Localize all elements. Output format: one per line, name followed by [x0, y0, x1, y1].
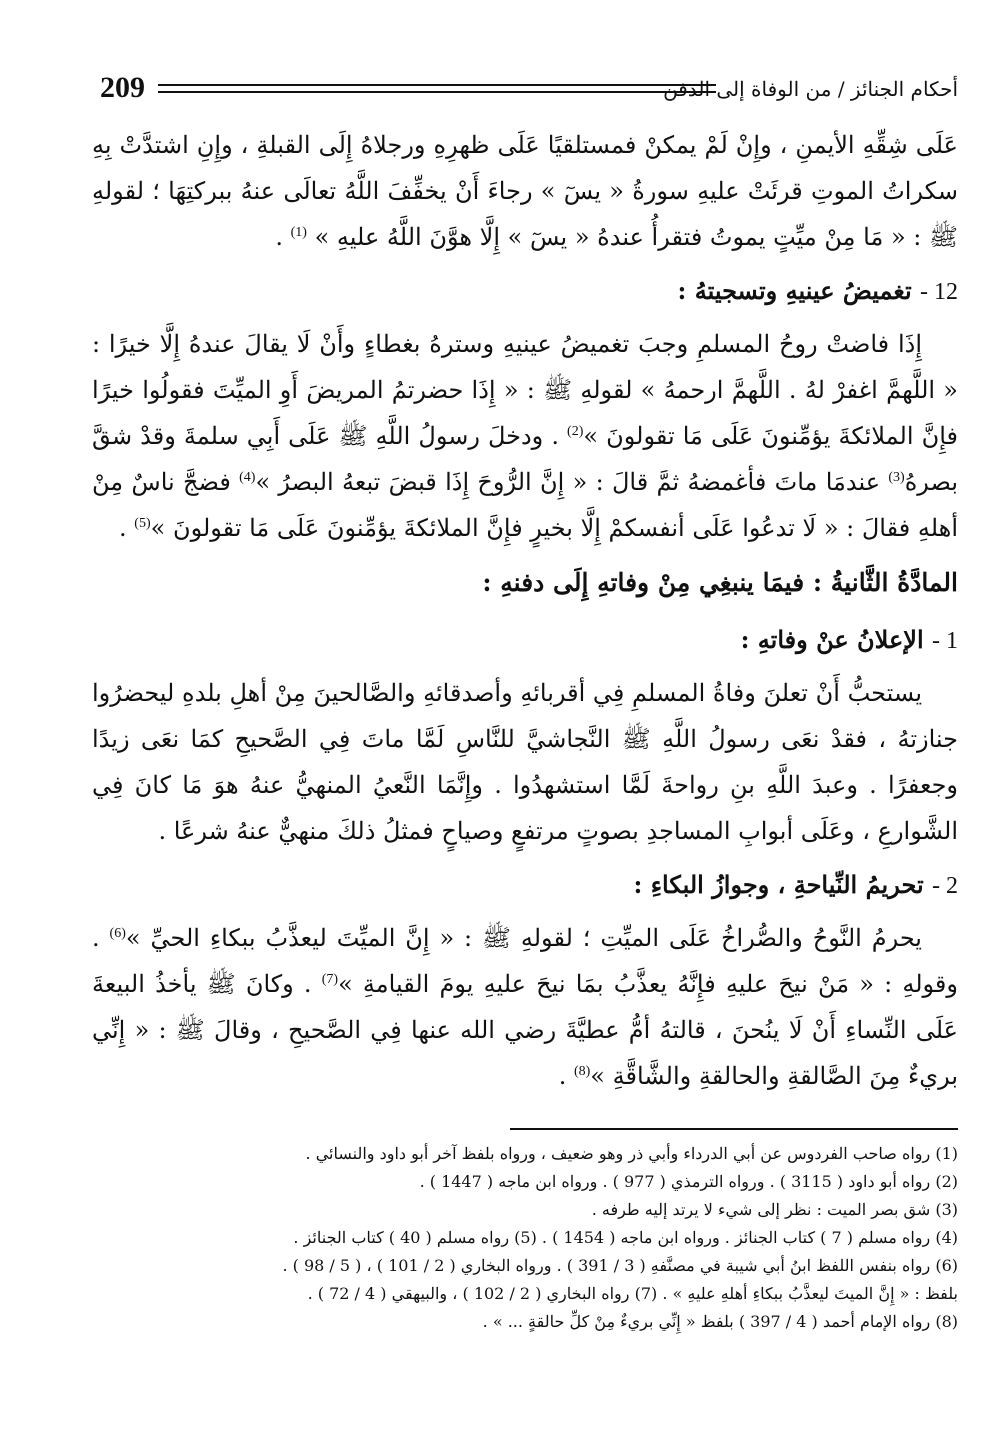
text-line: سكراتُ الموتِ قرئَتْ عليهِ سورةُ « يسٓ » رجاءَ أَنْ يخفِّفَ اللَّهُ تعالَى عنهُ ببركتِهَا ؛ لقولهِ ﷺ : — [92, 177, 958, 251]
text-line: يحرمُ النَّوحُ والصُّراخُ عَلَى الميِّتِ ؛ لقولهِ ﷺ : « إِنَّ الميِّتَ ليعذَّبُ ببكاءِ الحيِّ » — [125, 924, 922, 952]
text-line: « اللَّهمَّ اغفرْ لهُ . اللَّهمَّ ارحمهُ » لقولهِ ﷺ : « إِذَا حضرتمُ المريضَ أَوِ الميِّتَ فقولُوا خيرًا فإِنَّ — [92, 376, 958, 450]
text-line: عَلَى شِقِّهِ الأيمنِ ، وإِنْ لَمْ يمكنْ فمستلقيًا عَلَى ظهرِهِ ورجلاهُ إِلَى القبلةِ ، وإِنِ اشتدَّتْ بِهِ — [92, 131, 958, 159]
heading-number: 1 - — [932, 628, 958, 654]
text-line: . وكانَ ﷺ يأخذُ البيعةَ عَلَى النِّساءِ أَنْ لَا ينُحنَ ، قالتهُ أمُّ عطيَّةَ رضي الله عنها فِي الصَّحيحِ ، وقالَ ﷺ : « إِنِّي بريءٌ مِنَ الصَّالقةِ والحالقةِ والشَّاقَّةِ » — [92, 970, 958, 1090]
heading-number: 2 - — [932, 873, 958, 899]
footnote: (3) شق بصر الميت : نظر إلى شيء لا يرتد إليه طرفه . — [591, 1200, 958, 1219]
footnote-ref: (3) — [888, 470, 905, 485]
footnote: (1) رواه صاحب الفردوس عن أبي الدرداء وأبي ذر وهو ضعيف ، ورواه بلفظ آخر أبو داود والنسائي . — [305, 1144, 958, 1163]
page-body — [92, 122, 958, 1099]
heading-announcement — [92, 615, 958, 666]
text-line: . ودخلَ رسولُ اللَّهِ ﷺ عَلَى أَبِي سلمةَ وقدْ شقَّ بصرهُ — [92, 422, 958, 496]
heading-text: الإعلانُ عنْ وفاتهِ : — [740, 625, 932, 654]
footnote-divider — [510, 1128, 958, 1130]
footnote-ref: (6) — [109, 926, 126, 941]
running-title: أحكام الجنائز / من الوفاة إلى الدفن — [663, 77, 958, 101]
text-line: « مَا مِنْ ميِّتٍ يموتُ فتقرأُ عندهُ « يسٓ » إِلَّا هوَّنَ اللَّهُ عليهِ » — [314, 223, 906, 251]
text-line: « لَا تدعُوا عَلَى أنفسكمْ إِلَّا بخيرٍ فإِنَّ الملائكةَ يؤمِّنونَ عَلَى مَا تقولونَ » — [150, 514, 839, 542]
footnote-ref: (7) — [321, 972, 339, 987]
footnote: بلفظ : « إِنَّ الميتَ ليعذَّبُ ببكاءِ أهلهِ عليهِ » . (7) رواه البخاري ( 2 / 102 ) ، والبيهقي ( 4 / 72 ) . — [307, 1284, 958, 1303]
text-line: إِذَا فاضتْ روحُ المسلمِ وجبَ تغميضُ عينيهِ وسترهُ بغطاءٍ وأَنْ لَا يقالَ عندهُ إِلَّا خيرًا : — [92, 330, 922, 358]
heading-closing-eyes — [92, 266, 958, 317]
heading-text: تحريمُ النِّياحةِ ، وجوازُ البكاءِ : — [633, 870, 932, 899]
paragraph-intro — [92, 122, 958, 260]
page-header — [100, 68, 958, 114]
paragraph-wailing — [92, 915, 958, 1099]
footnote-ref: (2) — [567, 424, 584, 439]
heading-wailing — [92, 860, 958, 911]
text-tail: . — [275, 223, 291, 251]
header-double-rule — [158, 84, 716, 93]
footnotes — [92, 1140, 958, 1336]
footnote: (8) رواه الإمام أحمد ( 4 / 397 ) بلفظ « إِنِّي بريءٌ مِنْ كلِّ حالقةٍ ... » . — [482, 1312, 958, 1331]
footnote-ref: (5) — [134, 516, 151, 531]
footnote-ref: (8) — [573, 1064, 591, 1079]
text-line: . وقولهِ : « مَنْ نيحَ عليهِ فإِنَّهُ يعذَّبُ بمَا نيحَ عليهِ يومَ القيامةِ » — [92, 924, 958, 998]
text-tail: . — [119, 514, 135, 542]
text-tail: . — [558, 1062, 574, 1090]
paragraph-closing-eyes — [92, 321, 958, 551]
footnote: (2) رواه أبو داود ( 3115 ) . ورواه الترمذي ( 977 ) . ورواه ابن ماجه ( 1447 ) . — [419, 1172, 958, 1191]
text-line: الملائكةَ يؤمِّنونَ عَلَى مَا تقولونَ » — [583, 422, 914, 450]
footnote: (6) رواه بنفس اللفظ ابنُ أبي شيبة في مصنَّفهِ ( 3 / 391 ) . ورواه البخاري ( 2 / 101 ) ، ( 5 / 98 ) . — [282, 1256, 958, 1275]
paragraph-announcement: يستحبُّ أَنْ تعلنَ وفاةُ المسلمِ فِي أقربائهِ وأصدقائهِ والصَّالحينَ مِنْ أهلِ بلدهِ ليحضرُوا جنازتهُ ، فقدْ نعَى رسولُ اللَّهِ ﷺ النَّجاشيَّ للنَّاسِ لَمَّا ماتَ فِي الصَّحيحِ كمَا نعَى زيدًا وجعفرًا . وعبدَ اللَّهِ بنِ رواحةَ لَمَّا استشهدُوا . وإِنَّمَا النَّعيُ المنهيُّ عنهُ هوَ مَا كانَ فِي الشَّوارعِ ، وعَلَى أبوابِ المساجدِ بصوتٍ مرتفعٍ وصياحٍ فمثلُ ذلكَ منهيٌّ عنهُ شرعًا . — [92, 679, 958, 845]
footnote-ref: (4) — [239, 470, 256, 485]
text-line: فضجَّ ناسٌ مِنْ أهلهِ فقالَ : — [92, 468, 958, 542]
heading-number: 12 - — [920, 279, 958, 305]
section-title: المادَّةُ الثَّانيةُ : فيمَا ينبغِي مِنْ وفاتهِ إِلَى دفنهِ : — [482, 568, 958, 597]
footnote: (4) رواه مسلم ( 7 ) كتاب الجنائز . ورواه ابن ماجه ( 1454 ) . (5) رواه مسلم ( 40 ) كتاب الجنائز . — [293, 1228, 958, 1247]
text-line: عندمَا ماتَ فأغمضهُ ثمَّ قالَ : « إِنَّ الرُّوحَ إِذَا قبضَ تبعهُ البصرُ » — [255, 468, 881, 496]
heading-text: تغميضُ عينيهِ وتسجيتهُ : — [677, 276, 920, 305]
page-number: 209 — [100, 71, 145, 104]
footnote-ref: (1) — [290, 225, 307, 240]
